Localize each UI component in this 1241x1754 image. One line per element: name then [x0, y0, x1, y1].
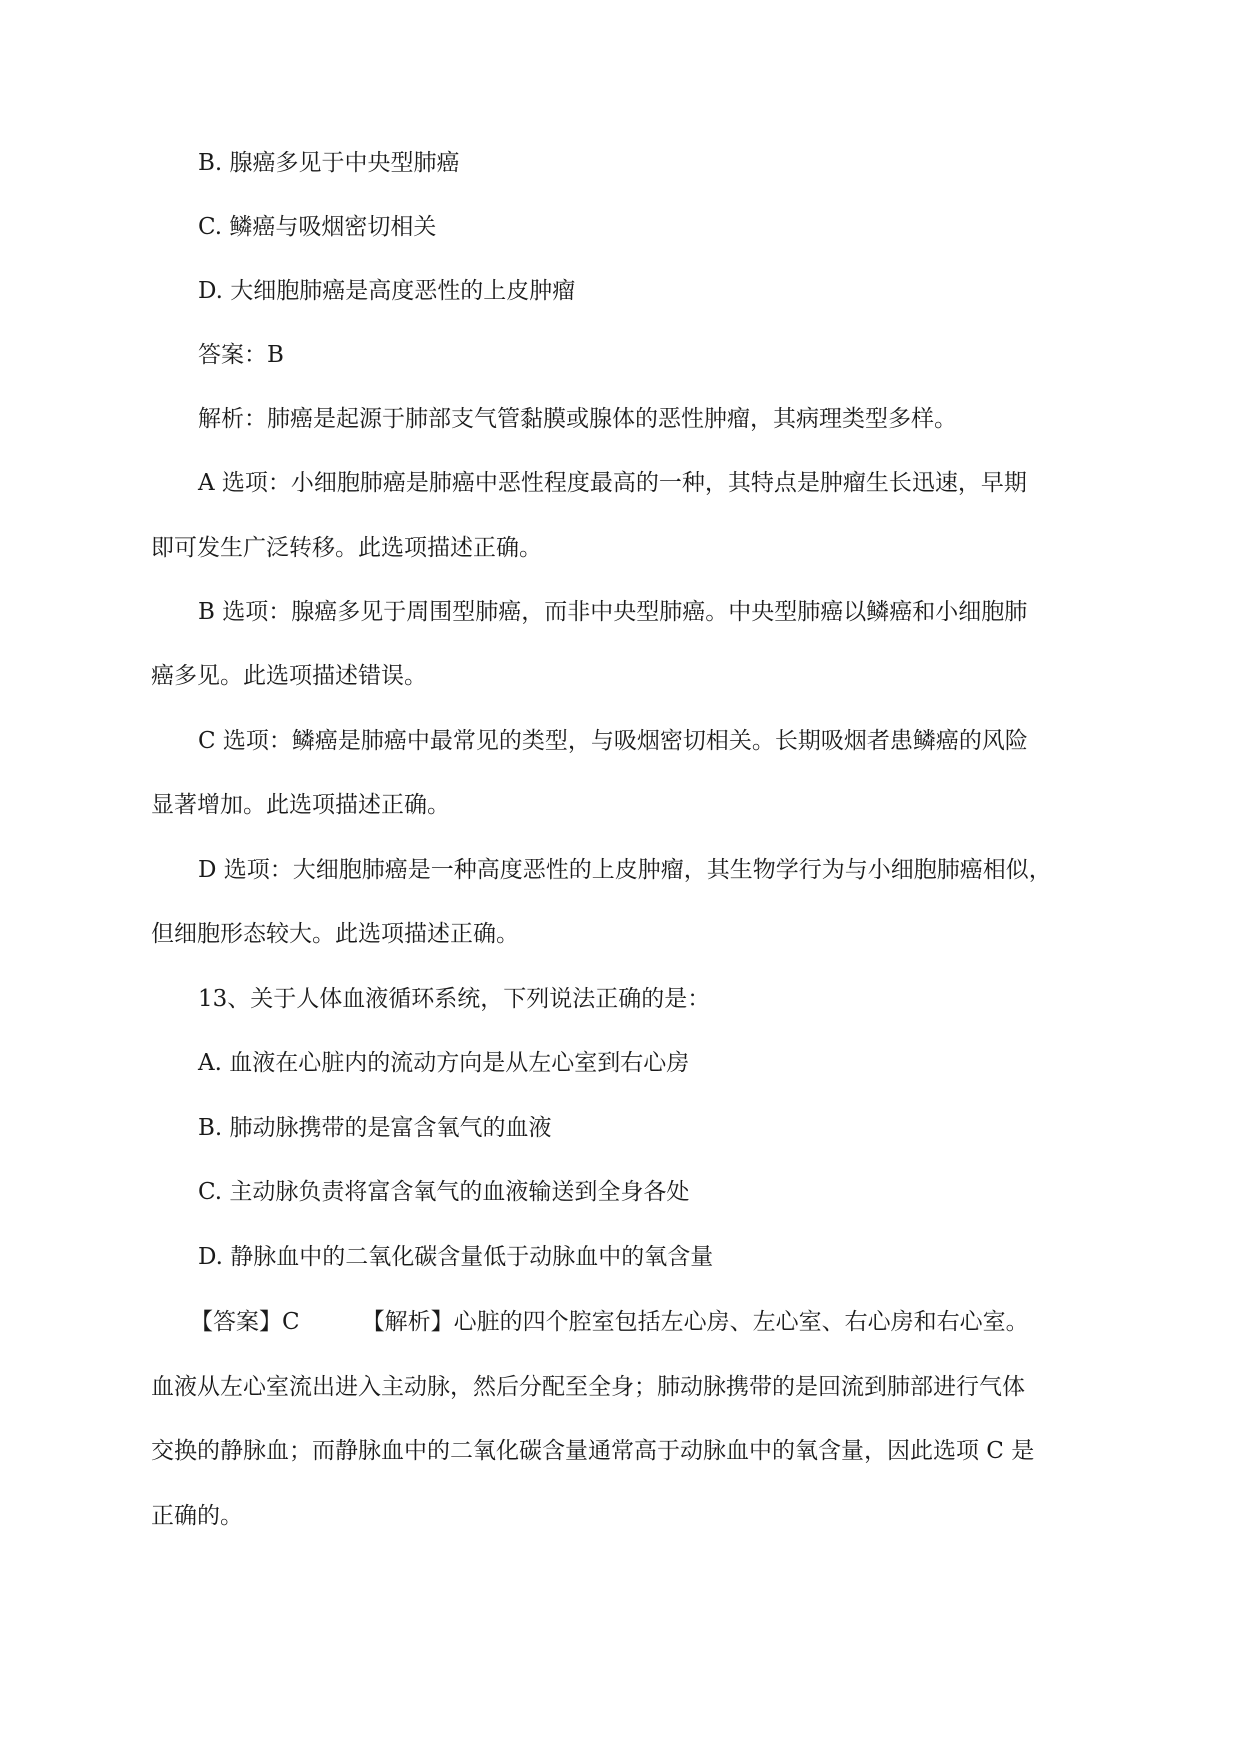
q13-analysis-line1: 【解析】心脏的四个腔室包括左心房、左心室、右心房和右心室。 — [361, 1309, 1029, 1335]
q13-option-b: B. 肺动脉携带的是富含氧气的血液 — [198, 1115, 552, 1141]
q13-answer: 【答案】C — [190, 1309, 300, 1335]
q13-analysis-line4: 正确的。 — [151, 1503, 243, 1529]
q13-option-d: D. 静脉血中的二氧化碳含量低于动脉血中的氧含量 — [198, 1244, 714, 1270]
q12-analysis-c-line2: 显著增加。此选项描述正确。 — [151, 792, 450, 818]
q12-analysis-d-line1: D 选项：大细胞肺癌是一种高度恶性的上皮肿瘤，其生物学行为与小细胞肺癌相似， — [198, 857, 1052, 883]
q13-option-a: A. 血液在心脏内的流动方向是从左心室到右心房 — [198, 1050, 690, 1076]
q13-analysis-line2: 血液从左心室流出进入主动脉，然后分配至全身；肺动脉携带的是回流到肺部进行气体 — [151, 1374, 1025, 1400]
q12-analysis-a-line2: 即可发生广泛转移。此选项描述正确。 — [151, 535, 542, 561]
q13-analysis-line3: 交换的静脉血；而静脉血中的二氧化碳含量通常高于动脉血中的氧含量，因此选项 C 是 — [151, 1438, 1035, 1464]
q13-stem: 13、关于人体血液循环系统，下列说法正确的是： — [198, 986, 711, 1012]
q12-analysis-a-line1: A 选项：小细胞肺癌是肺癌中恶性程度最高的一种，其特点是肿瘤生长迅速，早期 — [198, 470, 1027, 496]
q12-analysis-b-line2: 癌多见。此选项描述错误。 — [151, 663, 427, 689]
q12-option-b: B. 腺癌多见于中央型肺癌 — [198, 150, 460, 176]
q13-answer-analysis-line — [190, 1307, 1029, 1337]
q12-option-c: C. 鳞癌与吸烟密切相关 — [198, 214, 437, 240]
q12-option-d: D. 大细胞肺癌是高度恶性的上皮肿瘤 — [198, 278, 576, 304]
q12-answer: 答案：B — [198, 342, 284, 368]
q12-analysis-intro: 解析：肺癌是起源于肺部支气管黏膜或腺体的恶性肿瘤，其病理类型多样。 — [198, 406, 957, 432]
q13-option-c: C. 主动脉负责将富含氧气的血液输送到全身各处 — [198, 1179, 690, 1205]
q12-analysis-b-line1: B 选项：腺癌多见于周围型肺癌，而非中央型肺癌。中央型肺癌以鳞癌和小细胞肺 — [198, 599, 1028, 625]
q12-analysis-d-line2: 但细胞形态较大。此选项描述正确。 — [151, 921, 519, 947]
q12-analysis-c-line1: C 选项：鳞癌是肺癌中最常见的类型，与吸烟密切相关。长期吸烟者患鳞癌的风险 — [198, 728, 1028, 754]
